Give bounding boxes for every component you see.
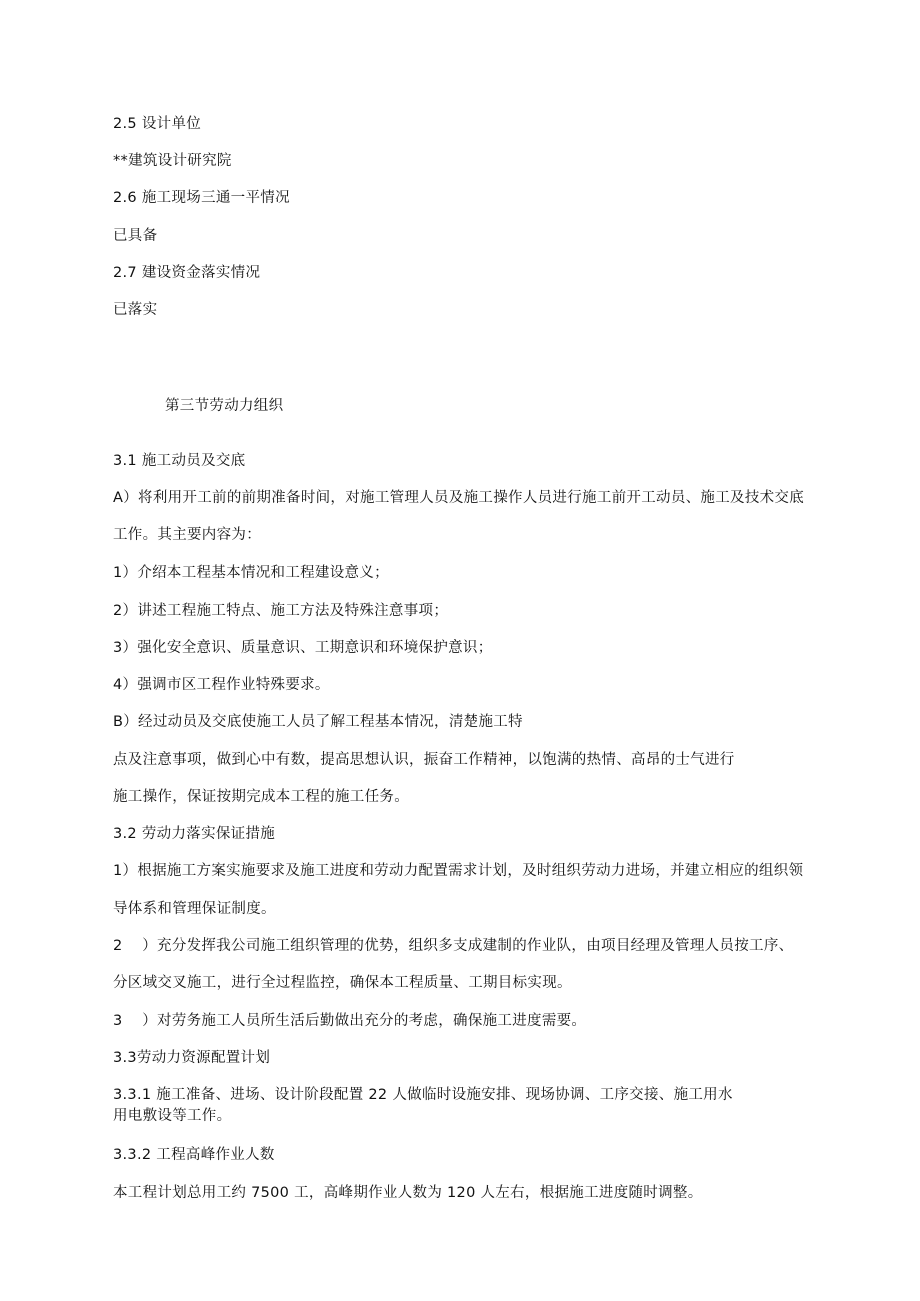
section-3-1-item-2: 2）讲述工程施工特点、施工方法及特殊注意事项； <box>113 603 449 619</box>
section-3-1-b-line-2: 点及注意事项，做到心中有数，提高思想认识，振奋工作精神，以饱满的热情、高昂的士气进行 <box>113 752 735 768</box>
section-3-1-a-line-1: A）将利用开工前的前期准备时间，对施工管理人员及施工操作人员进行施工前开工动员、施工及技术交底 <box>113 490 805 506</box>
section-3-2-item-3: 3 ）对劳务施工人员所生活后勤做出充分的考虑，确保施工进度需要。 <box>113 1013 587 1029</box>
section-3-3-2-heading: 3.3.2 工程高峰作业人数 <box>113 1147 275 1163</box>
chapter-3-title: 第三节劳动力组织 <box>165 398 284 414</box>
section-2-7-body: 已落实 <box>113 302 158 318</box>
section-3-2-heading: 3.2 劳动力落实保证措施 <box>113 826 276 842</box>
section-3-2-item-1-line-2: 导体系和管理保证制度。 <box>113 901 276 917</box>
section-2-6-body: 已具备 <box>113 228 158 244</box>
section-3-3-1-line-1: 3.3.1 施工准备、进场、设计阶段配置 22 人做临时设施安排、现场协调、工序交接、施工用水 <box>113 1087 733 1103</box>
section-3-1-item-4: 4）强调市区工程作业特殊要求。 <box>113 677 330 693</box>
section-3-1-item-3: 3）强化安全意识、质量意识、工期意识和环境保护意识； <box>113 640 493 656</box>
section-3-3-1-line-2: 用电敷设等工作。 <box>113 1108 232 1124</box>
section-3-2-item-2-line-2: 分区域交叉施工，进行全过程监控，确保本工程质量、工期目标实现。 <box>113 975 572 991</box>
section-2-5-heading: 2.5 设计单位 <box>113 116 202 132</box>
section-3-1-item-1: 1）介绍本工程基本情况和工程建设意义； <box>113 565 389 581</box>
section-3-2-item-2-line-1: 2 ）充分发挥我公司施工组织管理的优势，组织多支成建制的作业队，由项目经理及管理人员按工序、 <box>113 938 794 954</box>
section-2-6-heading: 2.6 施工现场三通一平情况 <box>113 190 290 206</box>
section-3-1-a-line-2: 工作。其主要内容为： <box>113 527 261 543</box>
section-3-3-heading: 3.3劳动力资源配置计划 <box>113 1050 271 1066</box>
section-3-1-b-line-3: 施工操作，保证按期完成本工程的施工任务。 <box>113 789 409 805</box>
section-2-7-heading: 2.7 建设资金落实情况 <box>113 265 261 281</box>
section-3-1-b-line-1: B）经过动员及交底使施工人员了解工程基本情况，清楚施工特 <box>113 714 523 730</box>
section-3-2-item-1-line-1: 1）根据施工方案实施要求及施工进度和劳动力配置需求计划，及时组织劳动力进场，并建立相应的组织领 <box>113 863 804 879</box>
section-3-3-2-body: 本工程计划总用工约 7500 工，高峰期作业人数为 120 人左右，根据施工进度随时调整。 <box>113 1185 703 1201</box>
section-3-1-heading: 3.1 施工动员及交底 <box>113 453 246 469</box>
section-2-5-body: **建筑设计研究院 <box>113 153 232 169</box>
